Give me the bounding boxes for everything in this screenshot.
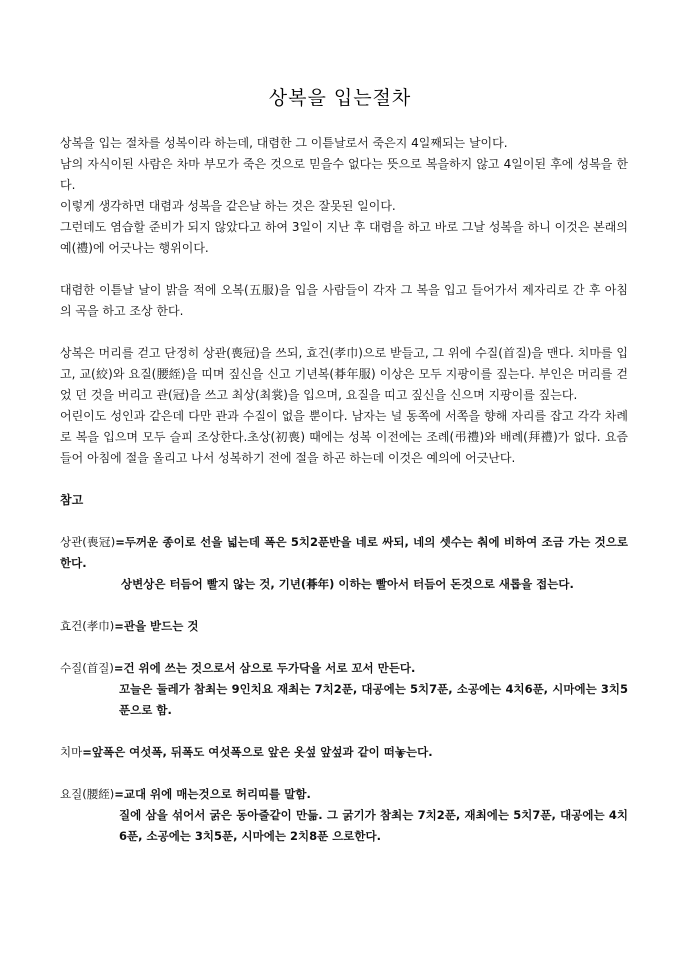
page-title: 상복을 입는절차 bbox=[268, 87, 412, 109]
note-term: 상관(喪冠) bbox=[60, 535, 116, 549]
reference-heading: 참고 bbox=[60, 493, 84, 507]
note-text: =관을 받드는 것 bbox=[114, 619, 199, 633]
note-sanggwan bbox=[60, 532, 628, 574]
note-text: 상변상은 터듬어 빨지 않는 것, 기년(朞年) 이하는 빨아서 터듬어 돈것으로 새롭을 접는다. bbox=[121, 577, 574, 591]
note-yojil bbox=[60, 784, 628, 805]
paragraph: 그런데도 염습할 준비가 되지 않았다고 하여 3일이 지난 후 대렴을 하고 바로 그날 성복을 하니 이것은 본래의 예(禮)에 어긋나는 행위이다. bbox=[60, 220, 628, 255]
paragraph: 상복은 머리를 걷고 단정히 상관(喪冠)을 쓰되, 효건(孝巾)으로 받들고, 그 위에 수질(首질)을 맨다. 치마를 입고, 교(絞)와 요질(腰絰)을 띠며 짚신을 신고 기년복(朞年服) 이상은 모두 지팡이를 짚는다. 부인은 머리를 걷었 던 것을 버리고 관(冠)을 쓰고 최상(최裳)을 입으며, 요질을 띠고 짚신을 신으며 지팡이를 짚는다. bbox=[60, 346, 628, 402]
paragraph: 남의 자식이된 사람은 차마 부모가 죽은 것으로 믿을수 없다는 뜻으로 복을하지 않고 4일이된 후에 성복을 한다. bbox=[60, 157, 628, 192]
note-term: 치마 bbox=[60, 745, 83, 759]
note-hyogeon bbox=[60, 616, 628, 637]
note-term: 요질(腰絰) bbox=[60, 787, 115, 801]
paragraph: 이렇게 생각하면 대렴과 성복을 같은날 하는 것은 잘못된 일이다. bbox=[60, 199, 396, 213]
note-text: =건 위에 쓰는 것으로서 삼으로 두가닥을 서로 꼬서 만든다. bbox=[113, 661, 416, 675]
note-text: 꼬늘은 둘레가 참최는 9인치요 재최는 7치2푼, 대공에는 5치7푼, 소공에는 4치6푼, 시마에는 3치5푼으로 함. bbox=[119, 682, 628, 717]
note-text: =앞폭은 여섯폭, 뒤폭도 여섯폭으로 앞은 옷섶 앞섶과 같이 떠놓는다. bbox=[82, 745, 433, 759]
note-term: 수질(首질) bbox=[60, 661, 114, 675]
note-chima bbox=[60, 742, 628, 763]
paragraph: 어린이도 성인과 같은데 다만 관과 수질이 없을 뿐이다. 남자는 널 동쪽에 서쪽을 향해 자리를 잡고 각각 차례로 복을 입으며 모두 슬피 조상한다.초상(初喪) 때에는 성복 이전에는 조례(弔禮)와 배례(拜禮)가 없다. 요즘들어 아침에 절을 올리고 나서 성복하기 전에 절을 하곤 하는데 이것은 예의에 어긋난다. bbox=[60, 409, 628, 465]
note-text: =교대 위에 매는것으로 허리띠를 말함. bbox=[114, 787, 311, 801]
note-text: 질에 삼을 섞어서 굵은 동아줄같이 만듦. 그 굵기가 참최는 7치2푼, 재최에는 5치7푼, 대공에는 4치6푼, 소공에는 3치5푼, 시마에는 2치8푼 으로한다. bbox=[119, 808, 628, 843]
paragraph: 상복을 입는 절차를 성복이라 하는데, 대렴한 그 이튿날로서 죽은지 4일째되는 날이다. bbox=[60, 136, 508, 150]
note-term: 효건(孝巾) bbox=[60, 619, 115, 633]
note-text: =두꺼운 종이로 선을 넓는데 폭은 5치2푼반을 네로 싸되, 네의 셋수는 춰에 비하여 조금 가는 것으로 한다. bbox=[60, 535, 628, 570]
note-sujil bbox=[60, 658, 628, 679]
paragraph: 대렴한 이튿날 날이 밝을 적에 오복(五服)을 입을 사람들이 각자 그 복을 입고 들어가서 제자리로 간 후 아침의 곡을 하고 조상 한다. bbox=[60, 283, 628, 318]
document-body bbox=[60, 133, 628, 847]
